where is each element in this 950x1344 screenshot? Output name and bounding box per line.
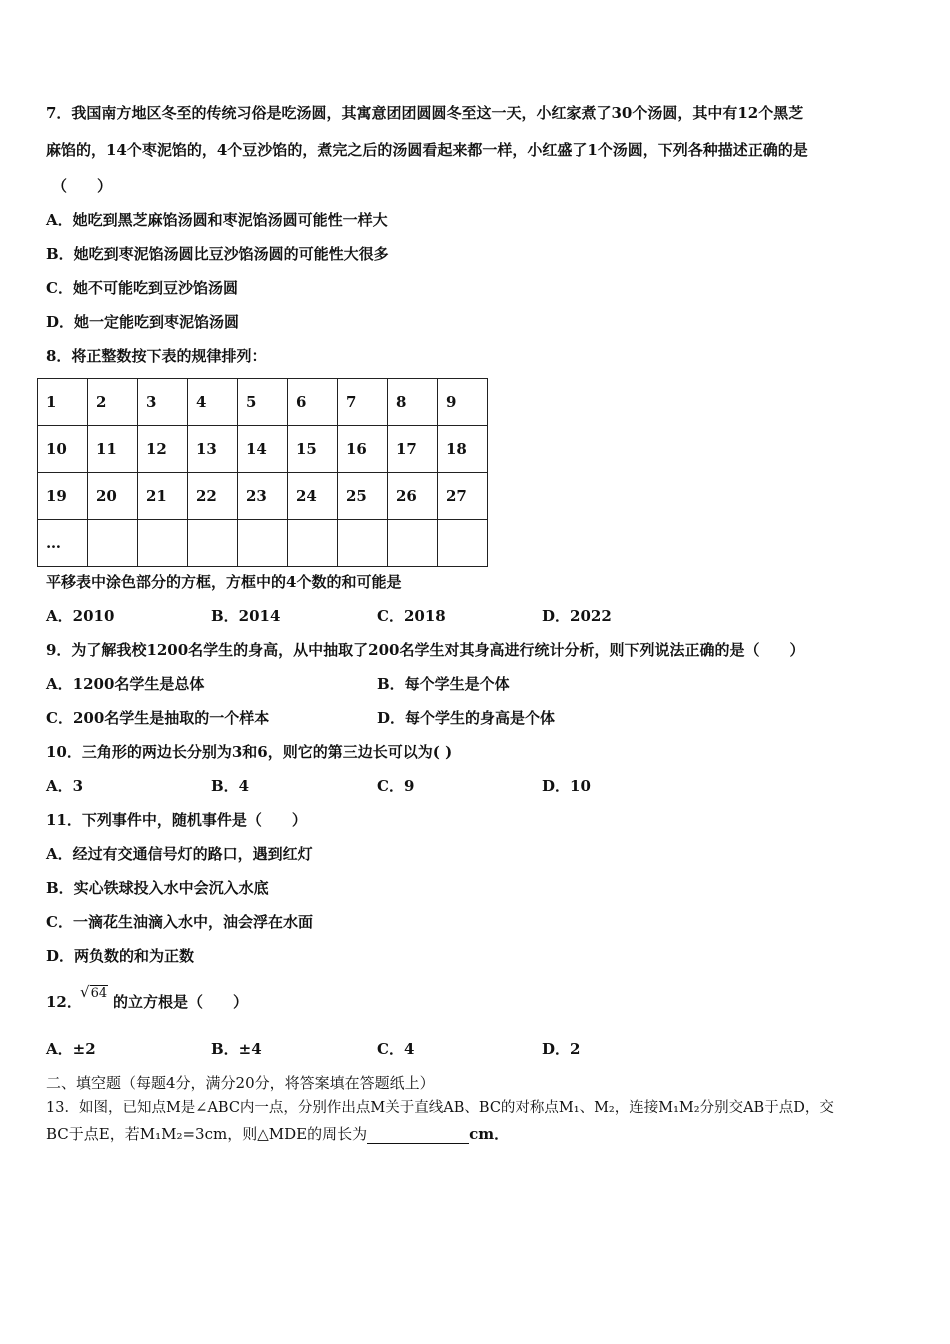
table-cell: 22: [188, 473, 238, 520]
q10-option-b: B．4: [211, 777, 250, 795]
q9-stem: 9．为了解我校1200名学生的身高，从中抽取了200名学生对其身高进行统计分析，则下列说法正确的是（ ）: [46, 641, 805, 659]
table-cell: 23: [238, 473, 288, 520]
q11-stem: 11．下列事件中，随机事件是（ ）: [46, 811, 307, 829]
q10-option-d: D．10: [542, 777, 591, 795]
table-cell: 11: [88, 426, 138, 473]
table-cell: 21: [138, 473, 188, 520]
q7-option-c: C．她不可能吃到豆沙馅汤圆: [46, 279, 238, 297]
table-cell: [338, 520, 388, 567]
table-row: [38, 379, 488, 426]
q13-stem-line2-text: BC于点E，若M₁M₂=3cm，则△MDE的周长为: [46, 1125, 368, 1143]
table-cell: 9: [438, 379, 488, 426]
radical-sign-icon: √: [80, 983, 90, 1001]
q9-option-a: A．1200名学生是总体: [46, 675, 205, 693]
q13-unit: cm．: [469, 1125, 510, 1143]
q13-stem-line2: [46, 1124, 509, 1144]
q8-after-text: 平移表中涂色部分的方框，方框中的4个数的和可能是: [46, 573, 402, 591]
q7-option-a: A．她吃到黑芝麻馅汤圆和枣泥馅汤圆可能性一样大: [46, 211, 388, 229]
q10-stem: 10．三角形的两边长分别为3和6，则它的第三边长可以为( ): [46, 743, 453, 761]
table-cell: 15: [288, 426, 338, 473]
q7-option-b: B．她吃到枣泥馅汤圆比豆沙馅汤圆的可能性大很多: [46, 245, 389, 263]
q8-option-c: C．2018: [377, 607, 446, 625]
table-row: [38, 426, 488, 473]
table-cell: [138, 520, 188, 567]
q9-option-c: C．200名学生是抽取的一个样本: [46, 709, 270, 727]
table-cell: 2: [88, 379, 138, 426]
table-cell: [188, 520, 238, 567]
table-cell: 4: [188, 379, 238, 426]
table-cell: [288, 520, 338, 567]
q9-option-b: B．每个学生是个体: [377, 675, 510, 693]
q12-option-a: A．±2: [46, 1040, 96, 1058]
q12-option-c: C．4: [377, 1040, 415, 1058]
q7-stem-line1: 7．我国南方地区冬至的传统习俗是吃汤圆，其寓意团团圆圆冬至这一天，小红家煮了30个汤圆，其中有12个黑芝: [46, 104, 804, 122]
table-row: [38, 520, 488, 567]
table-cell: 26: [388, 473, 438, 520]
table-cell: 24: [288, 473, 338, 520]
number-grid-table: [37, 378, 488, 567]
q9-option-d: D．每个学生的身高是个体: [377, 709, 556, 727]
table-cell: [238, 520, 288, 567]
q12-option-d: D．2: [542, 1040, 581, 1058]
answer-blank[interactable]: [367, 1127, 469, 1144]
table-cell: 19: [38, 473, 88, 520]
table-cell: 3: [138, 379, 188, 426]
table-cell: 18: [438, 426, 488, 473]
q12-option-b: B．±4: [211, 1040, 262, 1058]
table-cell: 17: [388, 426, 438, 473]
table-cell: [88, 520, 138, 567]
table-cell: 12: [138, 426, 188, 473]
q8-option-d: D．2022: [542, 607, 612, 625]
q7-option-d: D．她一定能吃到枣泥馅汤圆: [46, 313, 240, 331]
q13-stem-line1: 13．如图，已知点M是∠ABC内一点，分别作出点M关于直线AB、BC的对称点M₁、M₂，连接M₁M₂分别交AB于点D，交: [46, 1100, 834, 1116]
section-2-heading: 二、填空题（每题4分，满分20分，将答案填在答题纸上）: [46, 1074, 435, 1092]
table-cell: …: [38, 520, 88, 567]
q12-number: 12．: [46, 993, 82, 1011]
table-cell: 8: [388, 379, 438, 426]
sqrt-radicand: 64: [90, 986, 108, 1001]
table-cell: 16: [338, 426, 388, 473]
q11-option-d: D．两负数的和为正数: [46, 947, 195, 965]
q8-option-a: A．2010: [46, 607, 115, 625]
q11-option-c: C．一滴花生油滴入水中，油会浮在水面: [46, 913, 313, 931]
table-cell: 13: [188, 426, 238, 473]
table-row: [38, 473, 488, 520]
q10-option-a: A．3: [46, 777, 84, 795]
q11-option-a: A．经过有交通信号灯的路口，遇到红灯: [46, 845, 313, 863]
table-cell: 27: [438, 473, 488, 520]
q8-option-b: B．2014: [211, 607, 281, 625]
table-cell: 5: [238, 379, 288, 426]
q11-option-b: B．实心铁球投入水中会沉入水底: [46, 879, 269, 897]
q7-stem-line3: （ ）: [52, 177, 113, 195]
table-cell: 7: [338, 379, 388, 426]
table-cell: 10: [38, 426, 88, 473]
q10-option-c: C．9: [377, 777, 415, 795]
q12-stem-text: 的立方根是（ ）: [113, 993, 249, 1011]
table-cell: 6: [288, 379, 338, 426]
table-cell: 14: [238, 426, 288, 473]
table-cell: [438, 520, 488, 567]
table-cell: 20: [88, 473, 138, 520]
table-cell: 1: [38, 379, 88, 426]
table-cell: 25: [338, 473, 388, 520]
q8-stem: 8．将正整数按下表的规律排列：: [46, 347, 267, 365]
table-cell: [388, 520, 438, 567]
q7-stem-line2: 麻馅的，14个枣泥馅的，4个豆沙馅的，煮完之后的汤圆看起来都一样，小红盛了1个汤圆，下列各种描述正确的是: [46, 141, 808, 159]
sqrt-64-expression: [80, 983, 108, 1001]
